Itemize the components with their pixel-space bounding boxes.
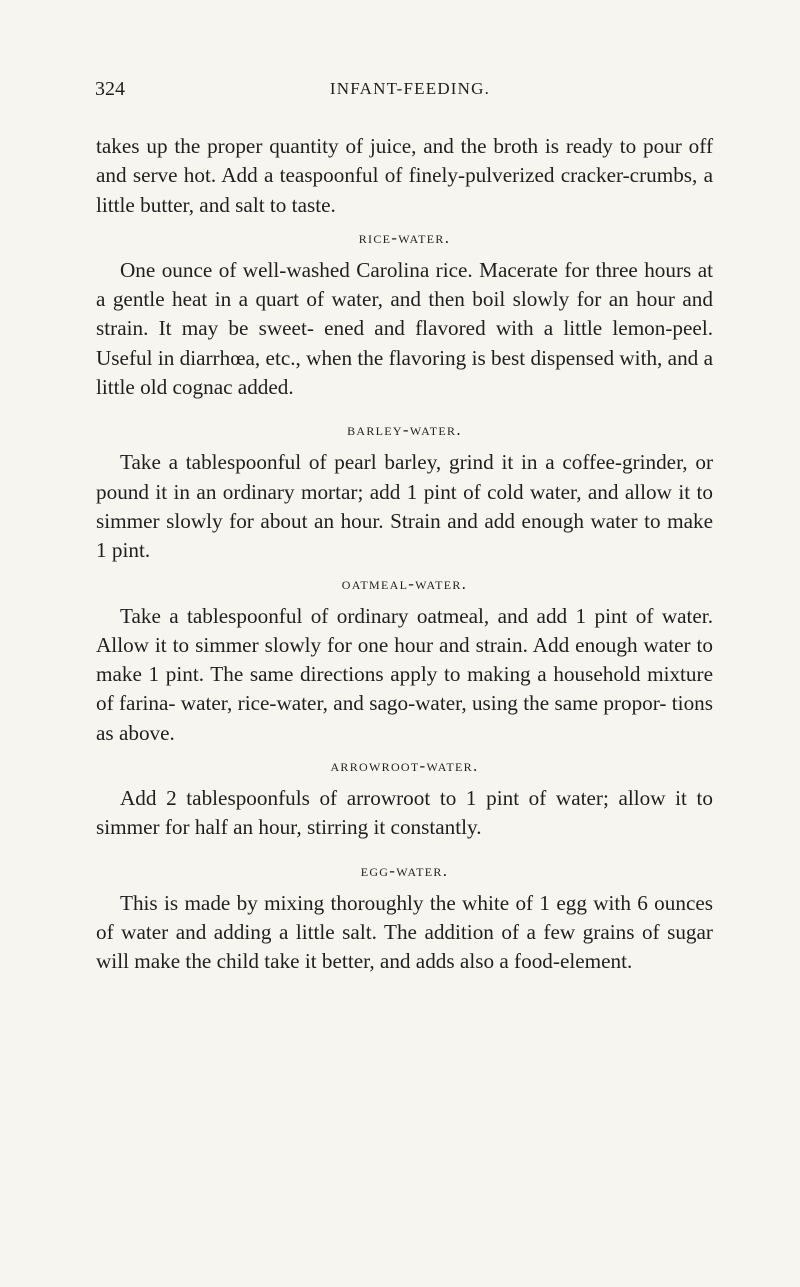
section-paragraph: Take a tablespoonful of ordinary oatmeal, and add 1 pint of water. Allow it to simmer slowly for one hour and strain. Add enough water to make 1 pint. The same directions apply to making a household mixture of farina- water, rice-water, and sago-water, using the same propor- tions as above. (96, 603, 713, 745)
section-heading: rice-water. (358, 227, 451, 247)
intro-paragraph: takes up the proper quantity of juice, and the broth is ready to pour off and serve hot. Add a teaspoonful of finely-pulverized cracker-crumbs, a little butter, and salt to taste. (96, 134, 713, 217)
page-header (95, 78, 715, 112)
section-heading: arrowroot-water. (330, 756, 479, 776)
section-heading: oatmeal-water. (341, 573, 468, 593)
section-paragraph: One ounce of well-washed Carolina rice. Macerate for three hours at a gentle heat in a quart of water, and then boil slowly for an hour and strain. It may be sweet- ened and flavored with a little lemon-peel. Useful in diarrhœa, etc., when the flavoring is best dispensed with, and a little old cognac added. (96, 257, 713, 400)
section-heading: egg-water. (360, 860, 449, 880)
section-oatmeal-water (96, 570, 713, 748)
section-arrowroot-water (96, 752, 713, 843)
section-paragraph: Take a tablespoonful of pearl barley, grind it in a coffee-grinder, or pound it in an ordinary mortar; add 1 pint of cold water, and allow it to simmer slowly for about an hour. Strain and add enough water to make 1 pint. (96, 450, 713, 563)
section-barley-water (96, 416, 713, 565)
body-text (96, 132, 713, 977)
section-paragraph: This is made by mixing thoroughly the white of 1 egg with 6 ounces of water and adding a little salt. The addition of a few grains of sugar will make the child take it better, and adds also a food-element. (96, 890, 713, 974)
section-rice-water (96, 224, 713, 402)
section-paragraph: Add 2 tablespoonfuls of arrowroot to 1 pint of water; allow it to simmer for half an hour, stirring it constantly. (96, 786, 713, 840)
page-number: 324 (95, 78, 125, 100)
running-head: INFANT-FEEDING. (329, 79, 491, 98)
section-heading: barley-water. (347, 420, 462, 440)
section-egg-water (96, 857, 713, 977)
